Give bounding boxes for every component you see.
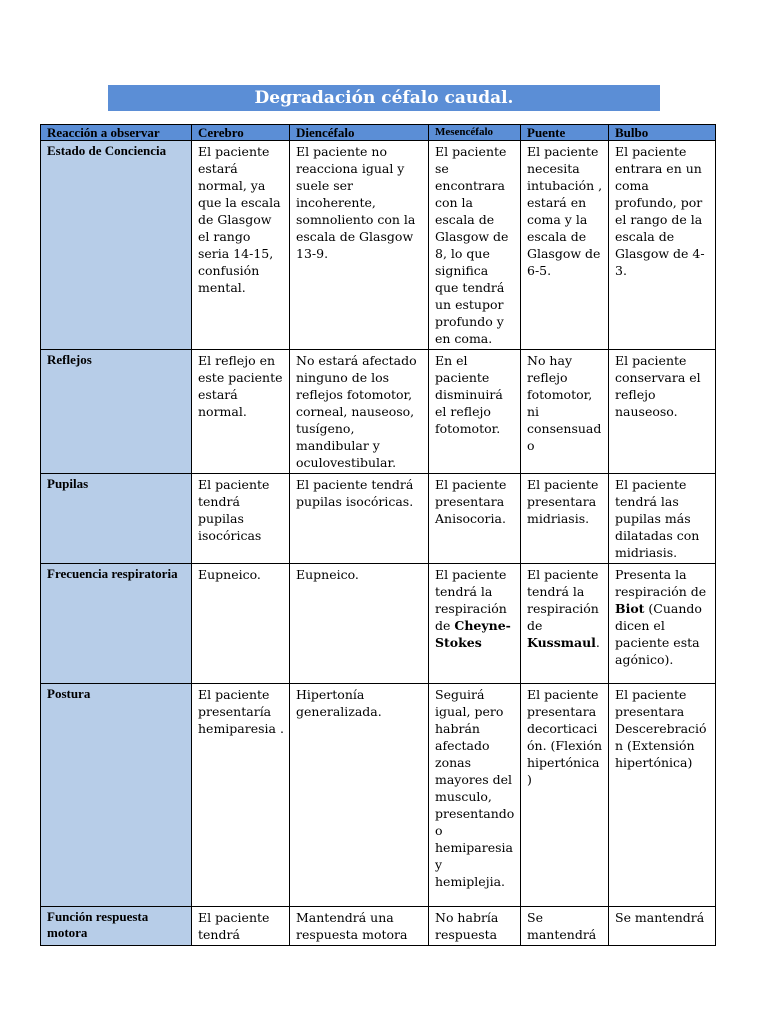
table-header-row xyxy=(41,125,716,141)
cell-bulbo: El paciente entrara en un coma profundo, por el rango de la escala de Glasgow de 4-3. xyxy=(609,141,716,350)
cell-cerebro: El paciente tendrá pupilas isocóricas xyxy=(192,474,290,564)
header-reaction: Reacción a observar xyxy=(41,125,192,141)
cell-diencefalo: No estará afectado ninguno de los reflejos fotomotor, corneal, nauseoso, tusígeno, mandibular y oculovestibular. xyxy=(290,350,429,474)
cell-mesencefalo: En el paciente disminuirá el reflejo fotomotor. xyxy=(429,350,521,474)
cell-text: El paciente tendrá la respiración de xyxy=(435,567,507,633)
cell-diencefalo: Hipertonía generalizada. xyxy=(290,684,429,907)
row-label: Reflejos xyxy=(41,350,192,474)
cell-mesencefalo: El paciente presentara Anisocoria. xyxy=(429,474,521,564)
cell-cerebro: El paciente estará normal, ya que la escala de Glasgow el rango seria 14-15, confusión mental. xyxy=(192,141,290,350)
cell-mesencefalo: Seguirá igual, pero habrán afectado zonas mayores del musculo, presentando o hemiparesia y hemiplejia. xyxy=(429,684,521,907)
cell-cerebro: El paciente tendrá xyxy=(192,907,290,946)
cell-text: . xyxy=(595,635,600,650)
cell-bulbo: Se mantendrá xyxy=(609,907,716,946)
cell-text: Presenta la respiración de xyxy=(615,567,707,599)
cell-diencefalo: El paciente tendrá pupilas isocóricas. xyxy=(290,474,429,564)
cell-diencefalo: Eupneico. xyxy=(290,564,429,684)
cell-mesencefalo: No habría respuesta xyxy=(429,907,521,946)
header-bulbo: Bulbo xyxy=(609,125,716,141)
header-puente: Puente xyxy=(521,125,609,141)
cell-puente: No hay reflejo fotomotor, ni consensuado xyxy=(521,350,609,474)
degradation-table xyxy=(40,124,716,946)
cell-diencefalo: Mantendrá una respuesta motora xyxy=(290,907,429,946)
table-row xyxy=(41,684,716,907)
table-row xyxy=(41,474,716,564)
cell-bold-text: Biot xyxy=(615,601,645,616)
row-label: Postura xyxy=(41,684,192,907)
cell-mesencefalo: El paciente se encontrara con la escala de Glasgow de 8, lo que significa que tendrá un estupor profundo y en coma. xyxy=(429,141,521,350)
cell-puente: Se mantendrá xyxy=(521,907,609,946)
table-row xyxy=(41,907,716,946)
cell-cerebro: El reflejo en este paciente estará normal. xyxy=(192,350,290,474)
cell-bold-text: Kussmaul xyxy=(527,635,596,650)
header-diencefalo: Diencéfalo xyxy=(290,125,429,141)
cell-bold-text: Cheyne-Stokes xyxy=(435,618,511,650)
header-cerebro: Cerebro xyxy=(192,125,290,141)
table-row xyxy=(41,141,716,350)
cell-text: El paciente tendrá la respiración de xyxy=(527,567,599,633)
cell-diencefalo: El paciente no reacciona igual y suele ser incoherente, somnoliento con la escala de Glasgow 13-9. xyxy=(290,141,429,350)
cell-puente: El paciente presentara midriasis. xyxy=(521,474,609,564)
row-label: Función respuesta motora xyxy=(41,907,192,946)
cell-bulbo: El paciente tendrá las pupilas más dilatadas con midriasis. xyxy=(609,474,716,564)
row-label: Pupilas xyxy=(41,474,192,564)
table-row xyxy=(41,350,716,474)
row-label: Frecuencia respiratoria xyxy=(41,564,192,684)
table-row xyxy=(41,564,716,684)
cell-bulbo xyxy=(609,564,716,684)
row-label: Estado de Conciencia xyxy=(41,141,192,350)
header-mesencefalo: Mesencéfalo xyxy=(429,125,521,141)
cell-text: (Cuando dicen el paciente esta agónico). xyxy=(615,601,702,667)
cell-puente: El paciente necesita intubación , estará en coma y la escala de Glasgow de 6-5. xyxy=(521,141,609,350)
cell-puente: El paciente presentara decorticación. (Flexión hipertónica) xyxy=(521,684,609,907)
cell-bulbo: El paciente conservara el reflejo nauseoso. xyxy=(609,350,716,474)
cell-puente xyxy=(521,564,609,684)
page-title: Degradación céfalo caudal. xyxy=(108,85,660,111)
cell-cerebro: El paciente presentaría hemiparesia . xyxy=(192,684,290,907)
cell-mesencefalo xyxy=(429,564,521,684)
cell-bulbo: El paciente presentara Descerebración (Extensión hipertónica) xyxy=(609,684,716,907)
cell-cerebro: Eupneico. xyxy=(192,564,290,684)
